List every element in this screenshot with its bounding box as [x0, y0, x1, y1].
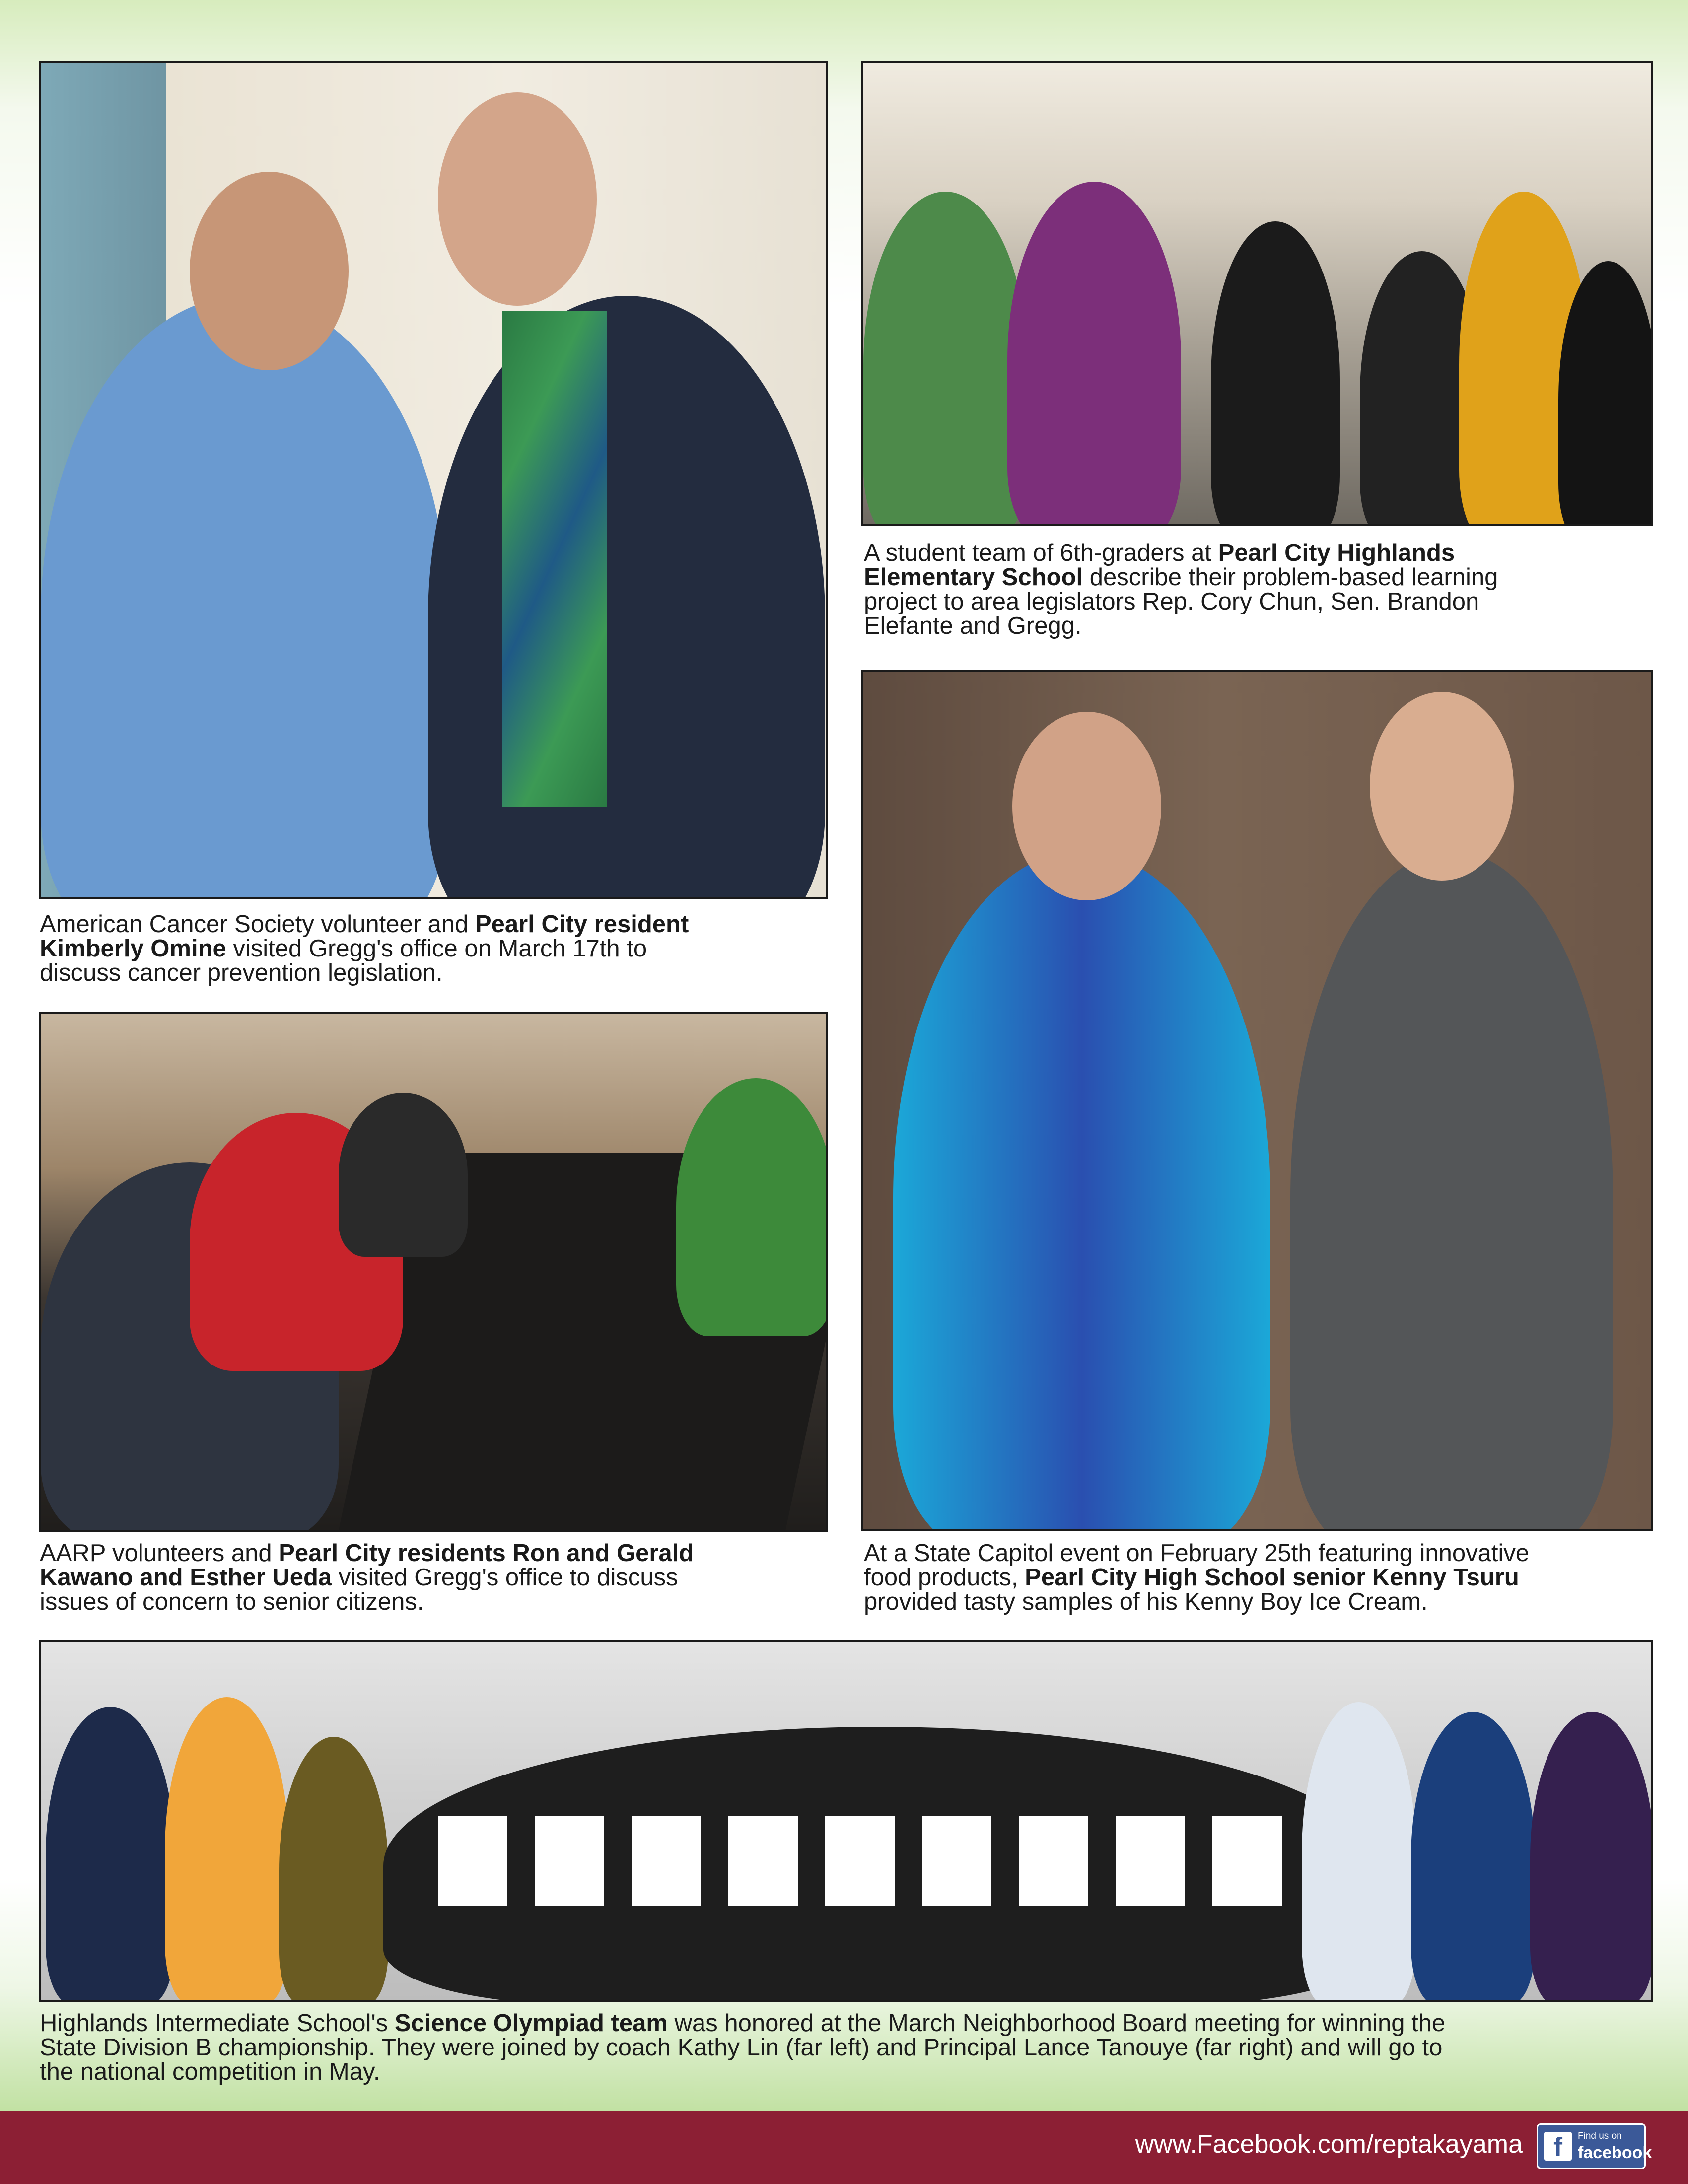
caption-text: Elefante and Gregg.: [864, 613, 1082, 639]
caption-text: issues of concern to senior citizens.: [40, 1588, 424, 1615]
caption-bold-text: Elementary School: [864, 564, 1083, 591]
caption-bold-text: Pearl City Highlands: [1218, 540, 1455, 566]
caption-science-olympiad: [40, 2011, 1445, 2084]
caption-text: State Division B championship. They were joined by coach Kathy Lin (far left) and Principal Lance Tanouye (far right) and will go to: [40, 2034, 1443, 2061]
caption-text: visited Gregg's office to discuss: [332, 1564, 678, 1591]
caption-aarp-volunteers: [40, 1541, 694, 1614]
caption-student-team: [864, 541, 1498, 638]
caption-bold-text: Pearl City residents Ron and Gerald: [279, 1540, 694, 1567]
facebook-badge[interactable]: [1537, 2123, 1652, 2169]
caption-state-capitol-event: [864, 1541, 1529, 1614]
caption-text: A student team of 6th-graders at: [864, 540, 1218, 566]
caption-text: At a State Capitol event on February 25th featuring innovative: [864, 1540, 1530, 1567]
caption-bold-text: Kawano and Esther Ueda: [40, 1564, 332, 1591]
caption-bold-text: Pearl City High School senior Kenny Tsuru: [1025, 1564, 1519, 1591]
photo-cancer-society-volunteer: [39, 61, 828, 899]
caption-bold-text: Science Olympiad team: [394, 2010, 668, 2037]
caption-text: describe their problem-based learning: [1083, 564, 1498, 591]
caption-text: discuss cancer prevention legislation.: [40, 959, 443, 986]
caption-text: food products,: [864, 1564, 1025, 1591]
photo-aarp-volunteers: [39, 1012, 828, 1532]
facebook-icon: f: [1544, 2132, 1572, 2161]
facebook-badge-text: facebook: [1578, 2143, 1652, 2162]
facebook-badge-small-text: Find us on: [1578, 2131, 1622, 2141]
photo-student-team-legislators: [861, 61, 1653, 526]
caption-text: Highlands Intermediate School's: [40, 2010, 395, 2037]
footer-bar: [0, 2111, 1688, 2184]
caption-bold-text: Pearl City resident: [475, 911, 689, 938]
caption-cancer-society: [40, 912, 689, 985]
caption-text: was honored at the March Neighborhood Board meeting for winning the: [667, 2010, 1446, 2037]
caption-text: project to area legislators Rep. Cory Chun, Sen. Brandon: [864, 588, 1479, 615]
caption-text: provided tasty samples of his Kenny Boy Ice Cream.: [864, 1588, 1428, 1615]
caption-bold-text: Kimberly Omine: [40, 935, 226, 962]
caption-text: AARP volunteers and: [40, 1540, 279, 1567]
photo-science-olympiad-team: [39, 1640, 1653, 2002]
photo-state-capitol-event: [861, 670, 1653, 1531]
facebook-url-link[interactable]: www.Facebook.com/reptakayama: [1135, 2130, 1523, 2159]
caption-text: American Cancer Society volunteer and: [40, 911, 475, 938]
caption-text: visited Gregg's office on March 17th to: [226, 935, 647, 962]
caption-text: the national competition in May.: [40, 2058, 380, 2085]
